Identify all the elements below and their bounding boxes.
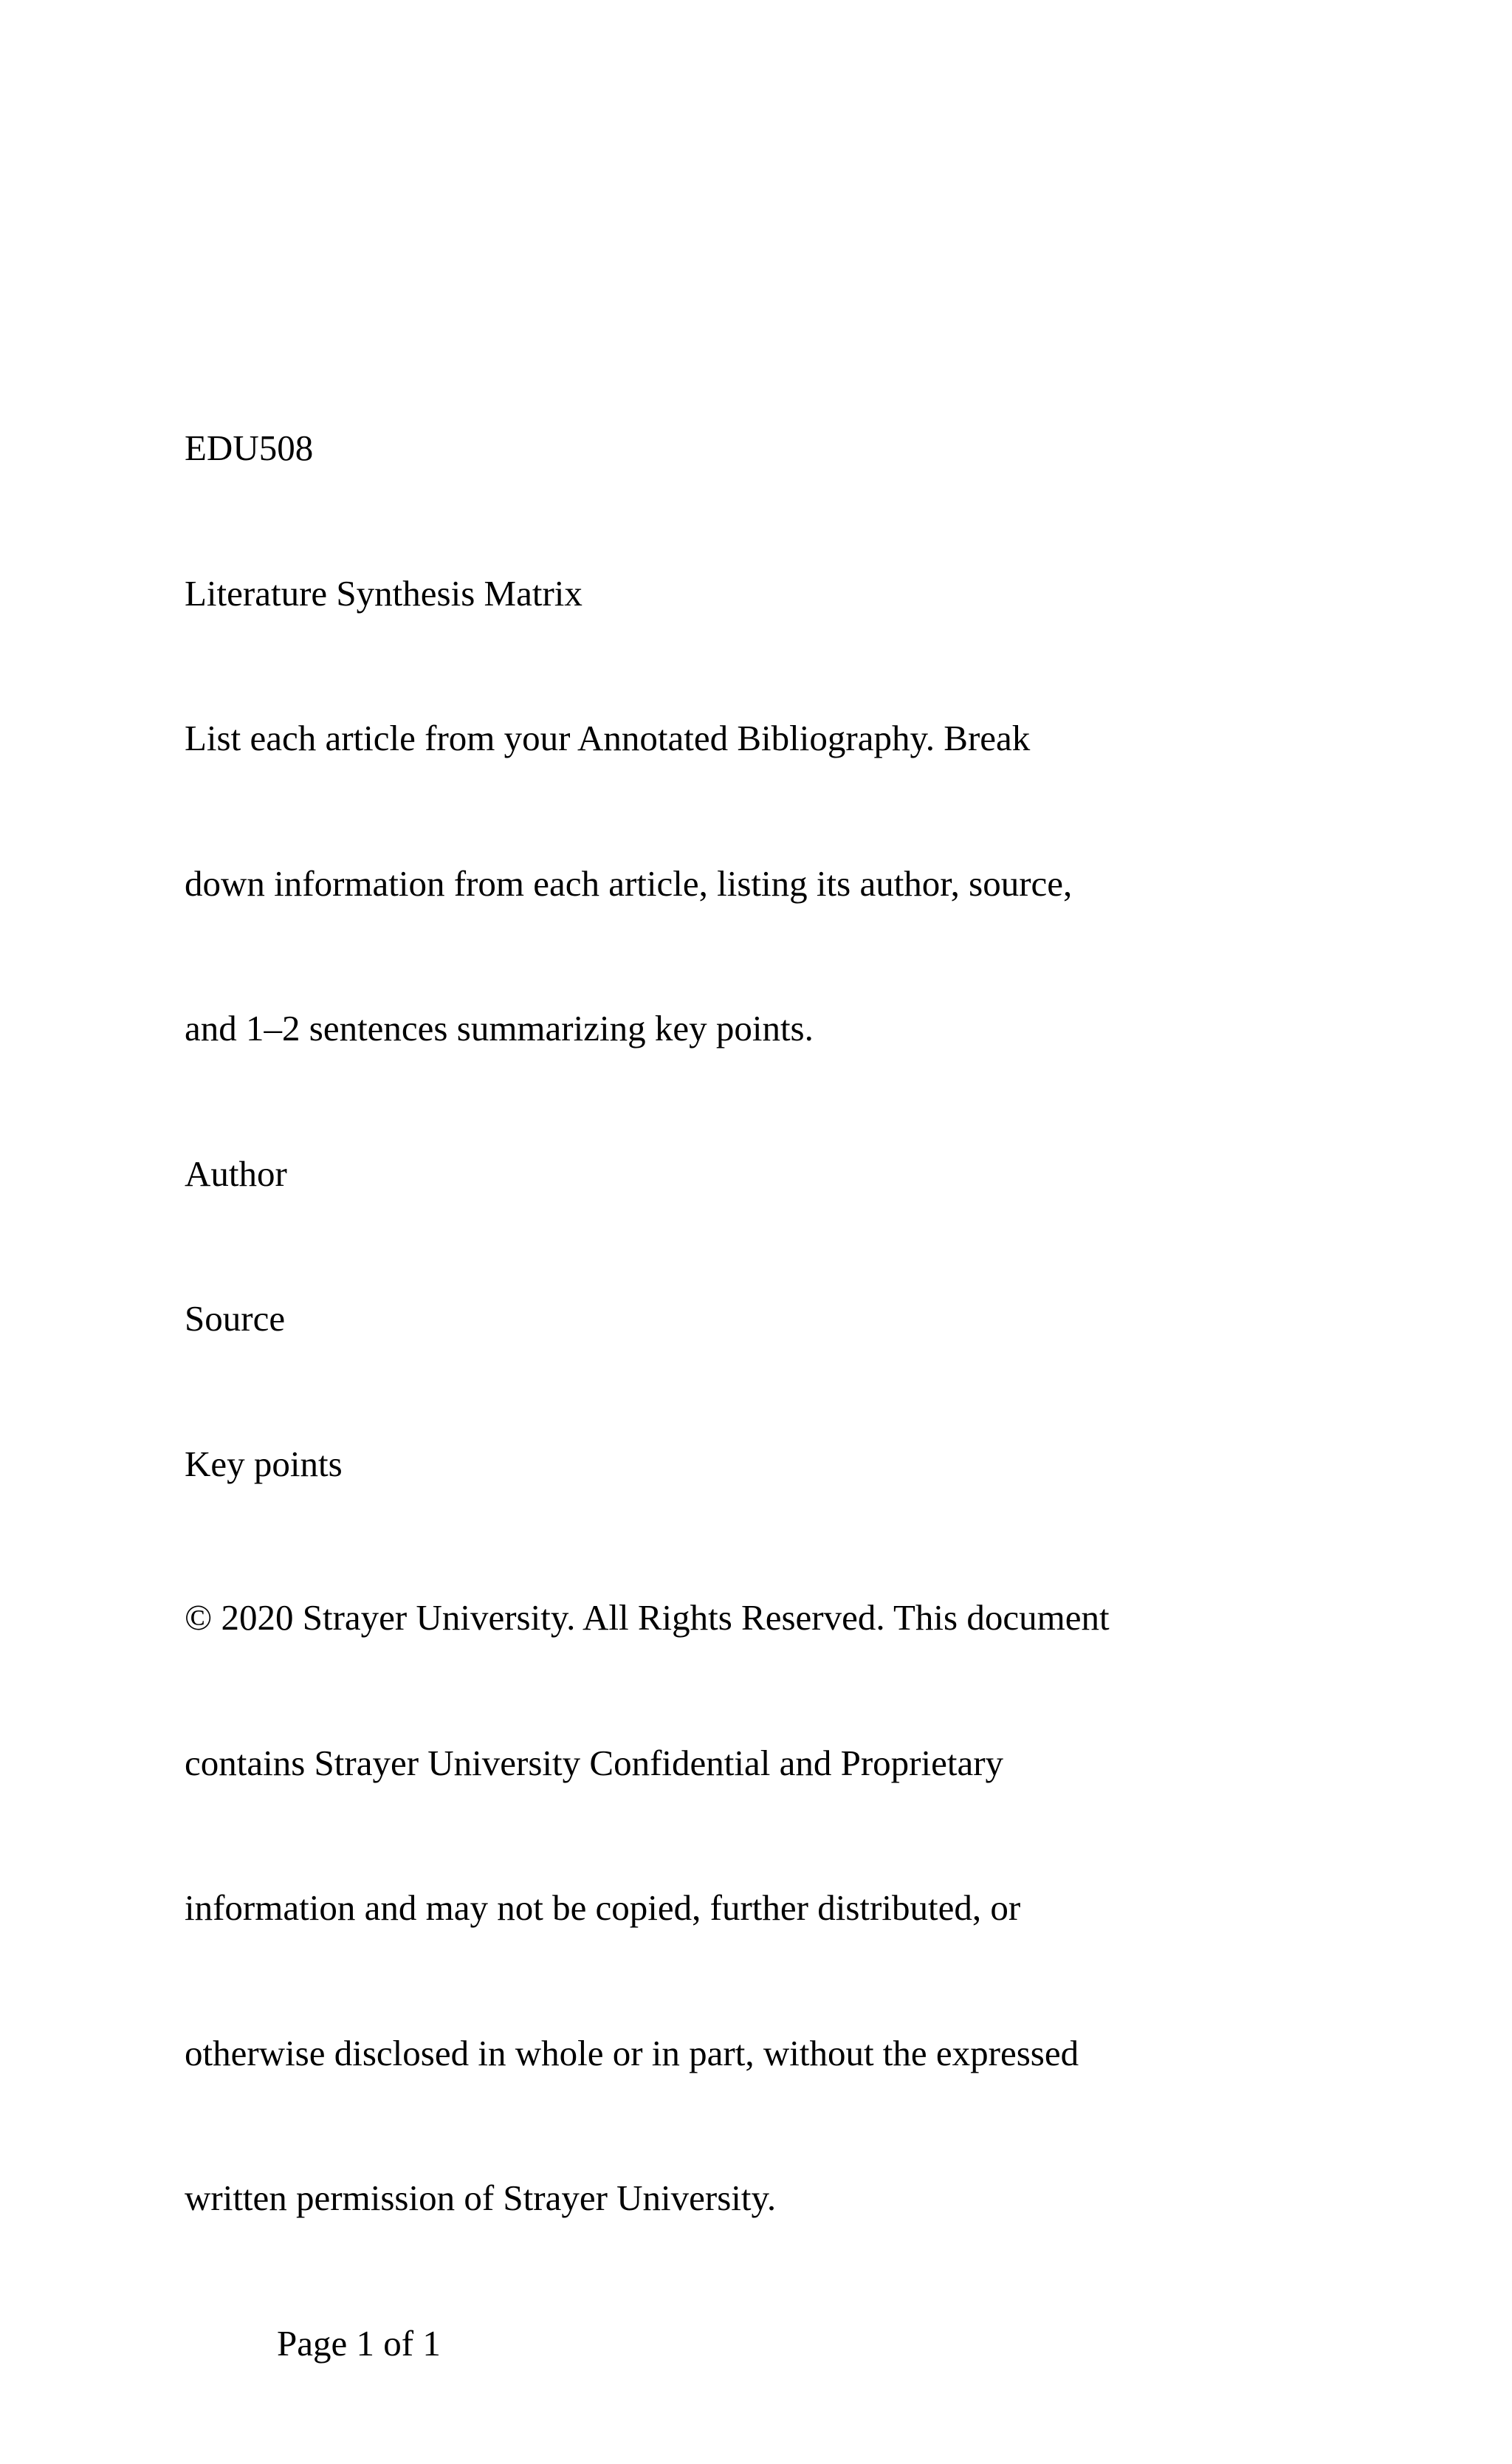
column-label-source: Source [185, 1298, 286, 1339]
instructions-line-3: and 1–2 sentences summarizing key points. [185, 1008, 814, 1049]
course-code: EDU508 [185, 428, 314, 468]
column-label-key-points: Key points [185, 1443, 343, 1484]
copyright-line-4: otherwise disclosed in whole or in part, without the expressed [185, 2032, 1079, 2073]
column-label-author: Author [185, 1153, 287, 1194]
instructions-line-1: List each article from your Annotated Bibliography. Break [185, 718, 1031, 758]
copyright-line-3: information and may not be copied, further distributed, or [185, 1887, 1021, 1928]
copyright-line-5: written permission of Strayer University. [185, 2178, 777, 2218]
document-title: Literature Synthesis Matrix [185, 572, 583, 614]
copyright-line-2: contains Strayer University Confidential and Proprietary [185, 1742, 1004, 1783]
document-header [185, 327, 1403, 1585]
copyright-line-1: © 2020 Strayer University. All Rights Reserved. This document [185, 1597, 1110, 1638]
page-number: Page 1 of 1 [277, 2322, 441, 2364]
instructions-line-2: down information from each article, listing its author, source, [185, 862, 1073, 904]
document-footer [185, 1497, 1403, 2464]
